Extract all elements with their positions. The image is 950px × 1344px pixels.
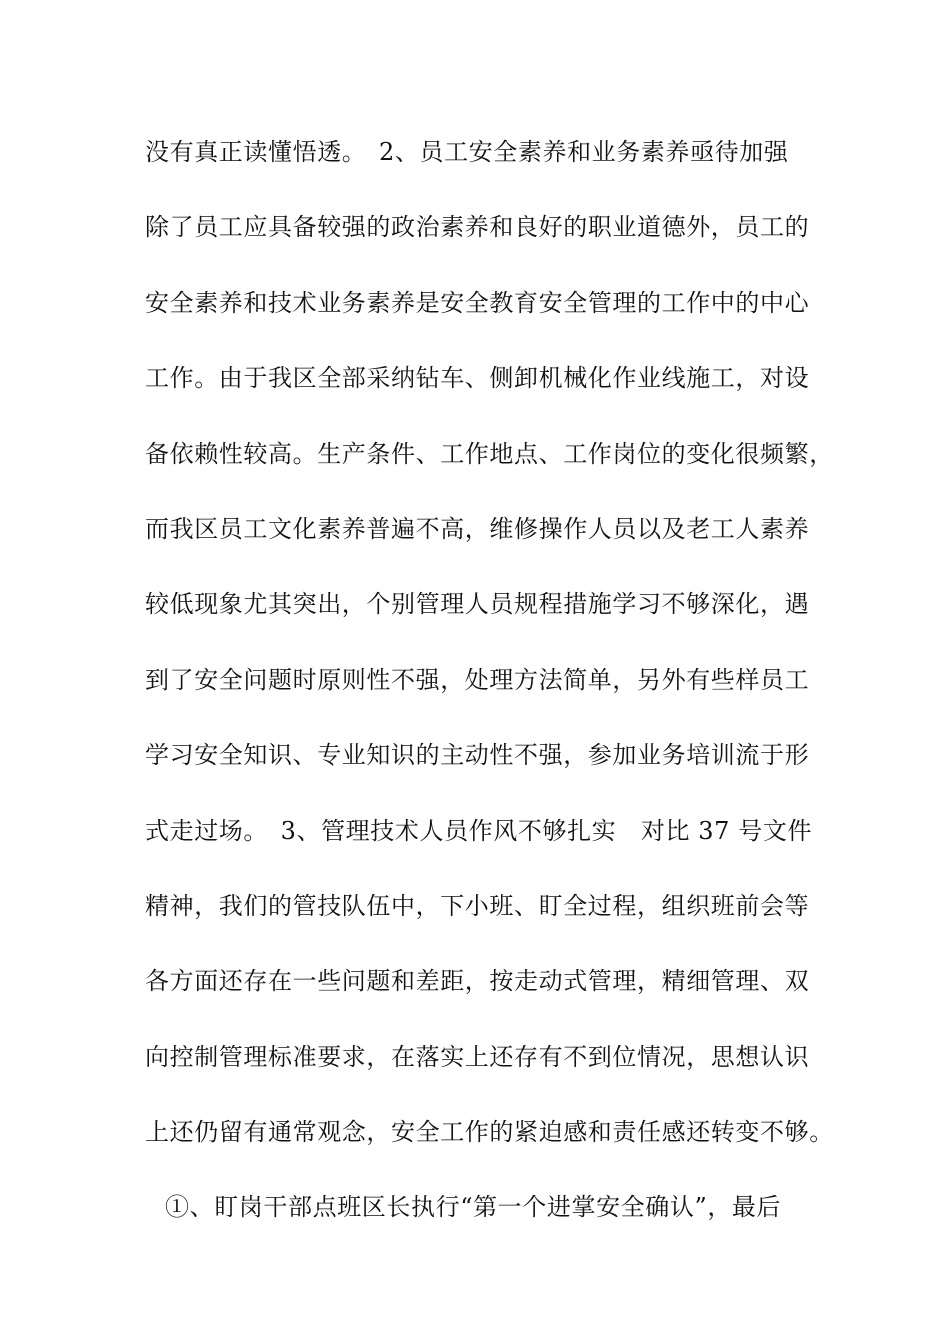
- text-line: 式走过场。 3、管理技术人员作风不够扎实 对比 37 号文件: [145, 816, 813, 845]
- text-line: 向控制管理标准要求，在落实上还存有不到位情况，思想认识: [145, 1042, 810, 1071]
- text-line: 精神，我们的管技队伍中，下小班、盯全过程，组织班前会等: [145, 891, 810, 920]
- text-line: 备依赖性较高。生产条件、工作地点、工作岗位的变化很频繁，: [145, 439, 834, 468]
- text-line: 学习安全知识、专业知识的主动性不强，参加业务培训流于形: [145, 741, 810, 770]
- text-line: 较低现象尤其突出，个别管理人员规程措施学习不够深化，遇: [145, 590, 810, 619]
- text-line: ①、盯岗干部点班区长执行“第一个进掌安全确认”，最后: [165, 1193, 782, 1222]
- text-line: 除了员工应具备较强的政治素养和良好的职业道德外，员工的: [145, 213, 810, 242]
- text-line: 到了安全问题时原则性不强，处理方法简单，另外有些样员工: [145, 665, 810, 694]
- text-line: 没有真正读懂悟透。 2、员工安全素养和业务素养亟待加强: [145, 138, 789, 166]
- text-line: 上还仍留有通常观念，安全工作的紧迫感和责任感还转变不够。: [145, 1118, 834, 1147]
- text-line: 而我区员工文化素养普遍不高，维修操作人员以及老工人素养: [145, 514, 810, 543]
- text-line: 各方面还存在一些问题和差距，按走动式管理，精细管理、双: [145, 967, 810, 996]
- text-line: 安全素养和技术业务素养是安全教育安全管理的工作中的中心: [145, 288, 810, 317]
- text-line: 工作。由于我区全部采纳钻车、侧卸机械化作业线施工，对设: [145, 364, 810, 393]
- body-text: [145, 131, 834, 1262]
